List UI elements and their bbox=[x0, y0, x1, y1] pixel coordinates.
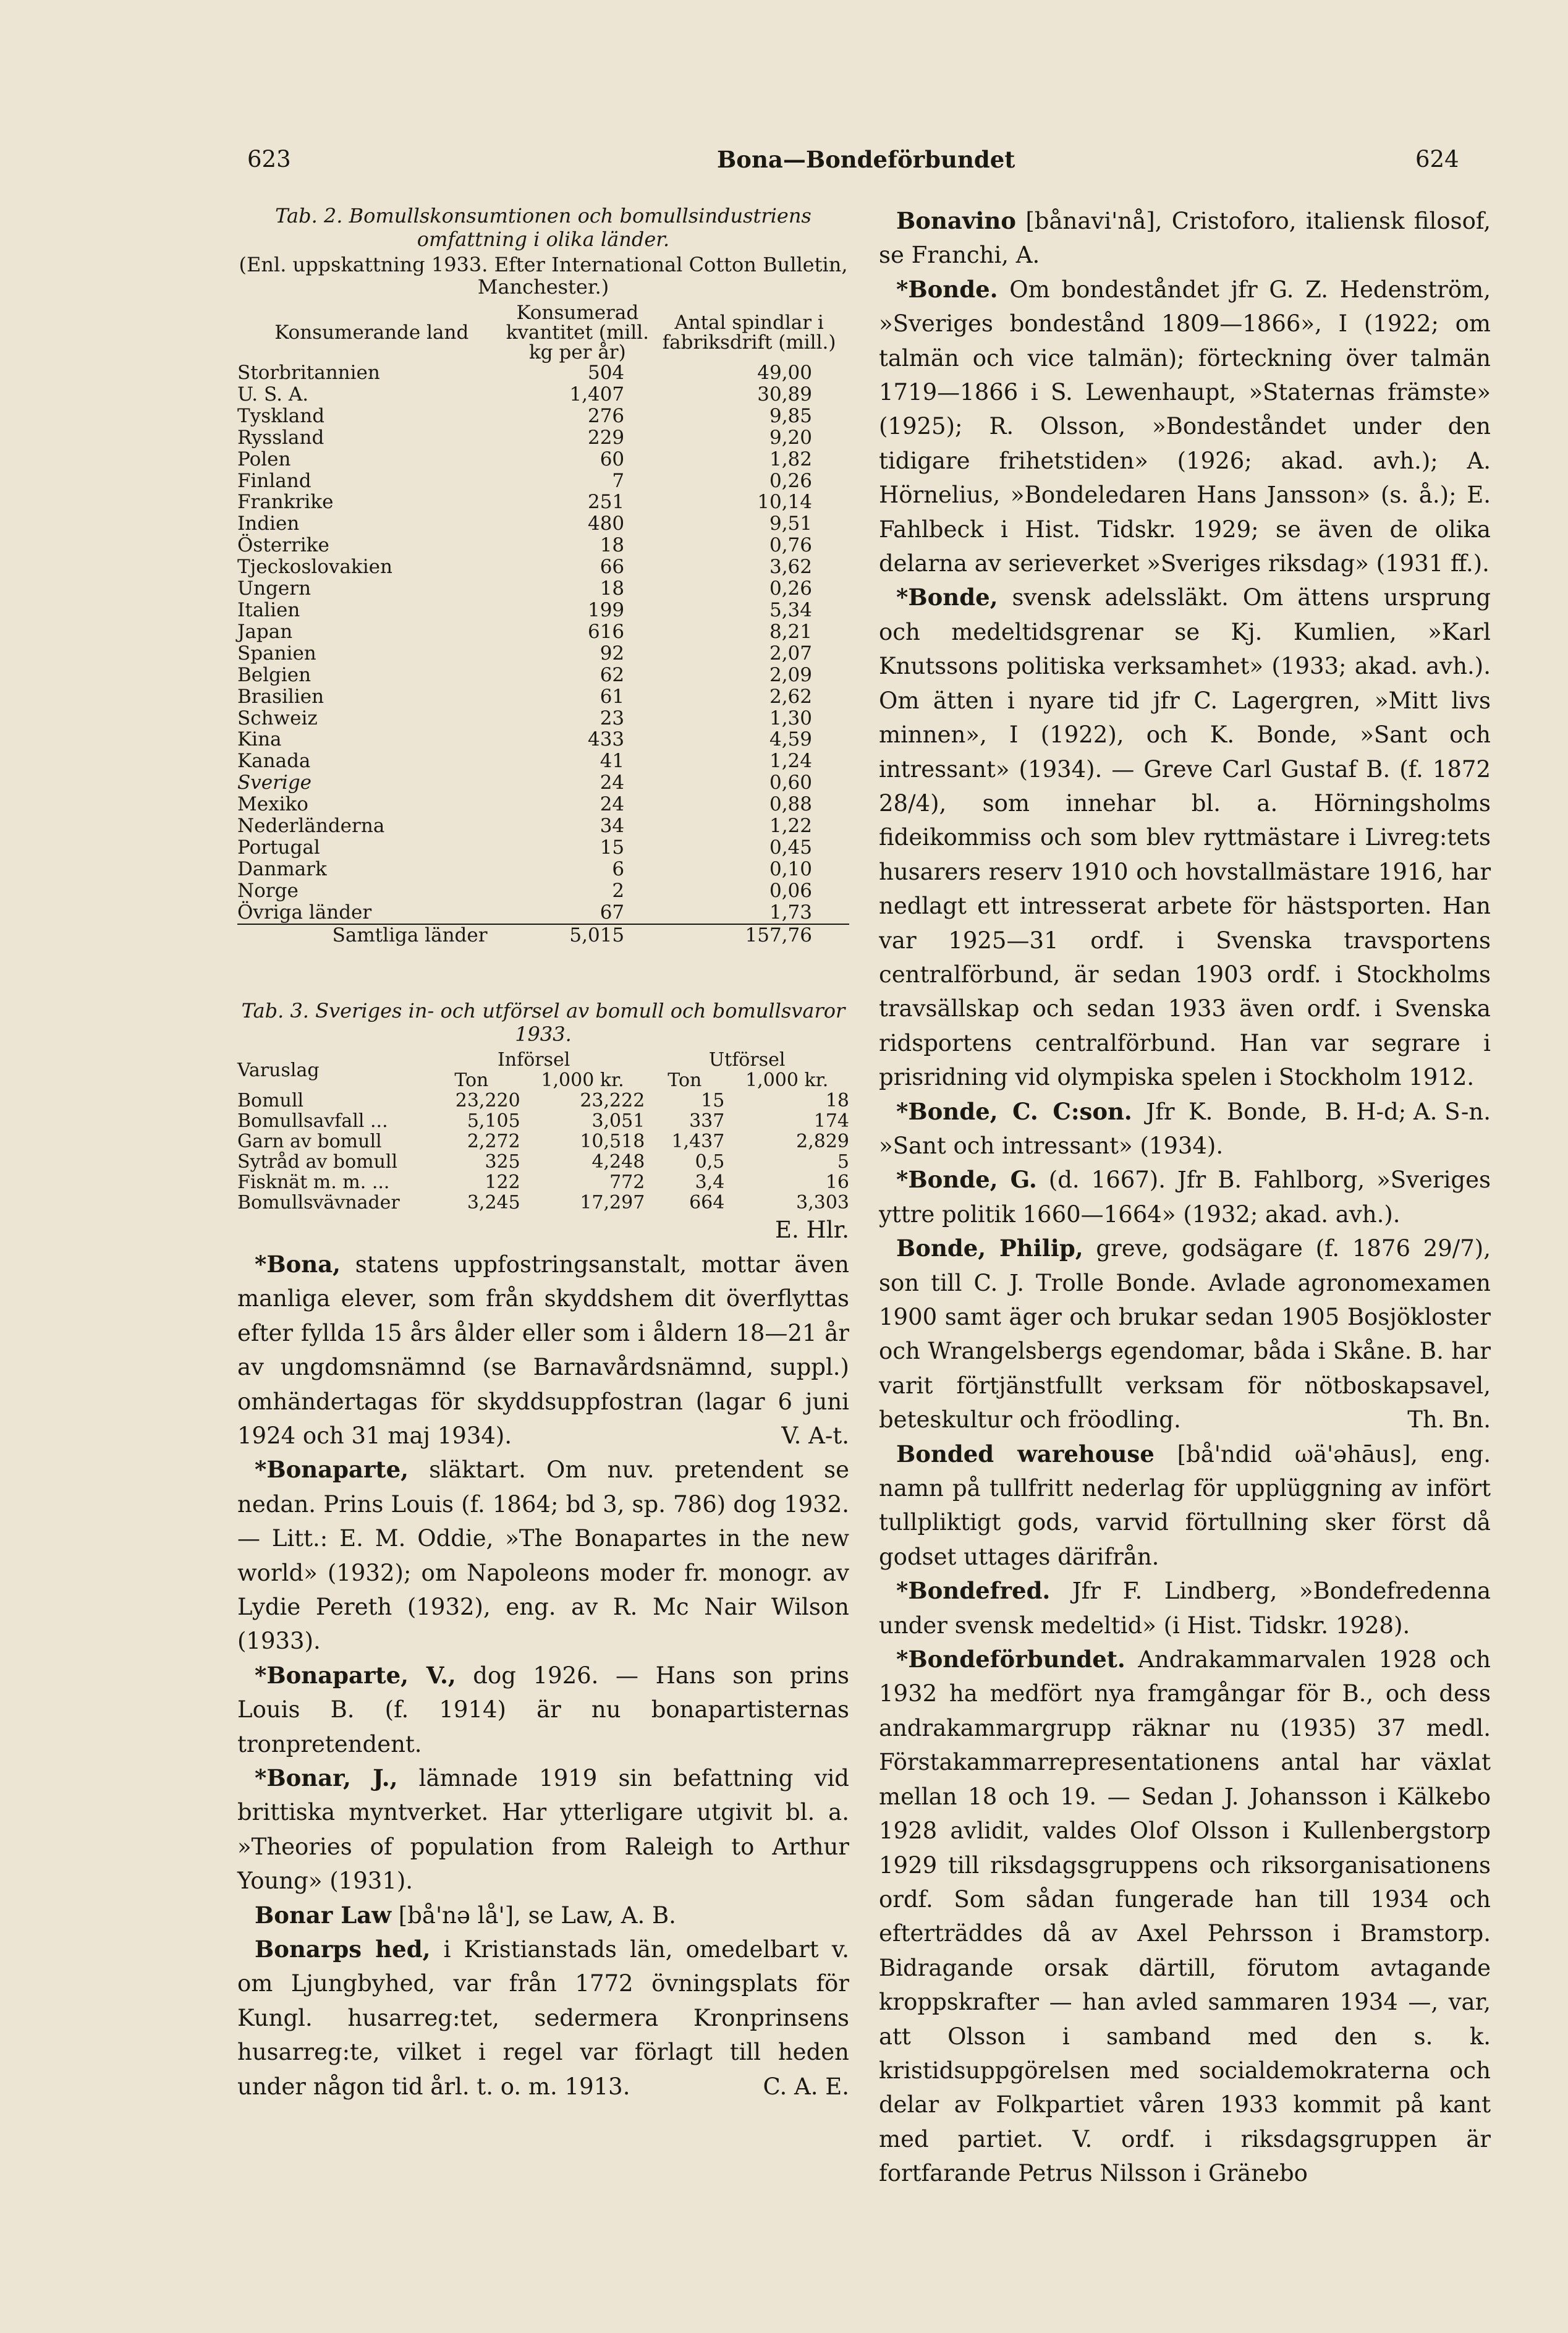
entry-text: dog 1926. — Hans son prins Louis B. (f. 1914) är nu bonapartisternas tronpretendent. bbox=[237, 1662, 849, 1757]
kvantitet-cell: 62 bbox=[600, 663, 625, 686]
entry bbox=[879, 1437, 1491, 1574]
value-cell: 3,4 bbox=[695, 1171, 725, 1194]
entry-text: (d. 1667). Jfr B. Fahlborg, »Sveriges yttre politik 1660—1664» (1932; akad. avh.). bbox=[879, 1166, 1491, 1228]
table-row bbox=[237, 1111, 849, 1131]
table-row bbox=[237, 772, 849, 794]
th-land: Konsumerande land bbox=[274, 321, 469, 344]
entry-signature: B. H-d; A. S-n. bbox=[1324, 1098, 1491, 1125]
country-cell: Norge bbox=[237, 879, 299, 902]
page-number-right: 624 bbox=[1415, 146, 1459, 172]
entry bbox=[879, 1231, 1491, 1437]
th-in-kr: 1,000 kr. bbox=[541, 1069, 624, 1092]
th-inforsel: Införsel bbox=[497, 1049, 570, 1071]
table-total-row bbox=[237, 924, 849, 946]
table-row bbox=[237, 686, 849, 708]
country-cell: Tyskland bbox=[237, 404, 325, 427]
spindlar-cell: 9,51 bbox=[769, 512, 812, 535]
kvantitet-cell: 6 bbox=[612, 857, 625, 880]
import-export-table bbox=[237, 1050, 849, 1213]
tab3-caption: Tab. 3. Sveriges in- och utförsel av bomull och bomullsvaror 1933. bbox=[241, 999, 845, 1047]
kvantitet-cell: 34 bbox=[600, 815, 625, 838]
kvantitet-cell: 616 bbox=[587, 620, 625, 643]
entry bbox=[237, 1898, 849, 1932]
table-row bbox=[237, 729, 849, 750]
left-entries bbox=[237, 1247, 849, 2104]
entry-text: Andrakammarvalen 1928 och 1932 ha medfört nya framgångar för B., och dess andrakammargrupp räknar nu (1935) 37 medl. Förstakammarrepresentationens antal har växlat mellan 18 och 19. — Sedan J. Johansson i Kälkebo 1928 avlidit, valdes Olof Olsson i Kullenbergstorp 1929 till riksdagsgruppens och riksorganisationens ordf. Som sådan fungerade han till 1934 och efterträddes då av Axel Pehrsson i Bramstorp. Bidragande orsak därtill, förutom avtagande kroppskrafter — han avled sammaren 1934 —, var, att Olsson i samband med den s. k. kristidsuppgörelsen med socialdemokraterna och delar av Folkpartiet våren 1933 kommit på kant med partiet. V. ordf. i riksdagsgruppen är fortfarande Petrus Nilsson i Gränebo bbox=[879, 1646, 1491, 2187]
country-cell: Spanien bbox=[237, 642, 316, 665]
entry bbox=[237, 1659, 849, 1761]
kvantitet-cell: 41 bbox=[600, 750, 625, 773]
value-cell: 4,248 bbox=[591, 1151, 645, 1173]
table-row bbox=[237, 643, 849, 665]
total-spindlar: 157,76 bbox=[649, 924, 849, 946]
tab3-signature: E. Hlr. bbox=[774, 1217, 849, 1244]
country-cell: U. S. A. bbox=[237, 383, 309, 406]
country-cell: Italien bbox=[237, 598, 300, 621]
table-row bbox=[237, 794, 849, 815]
cotton-consumption-table bbox=[237, 303, 849, 946]
entry-text: [bånavi'nå], Cristoforo, italiensk filosof, se Franchi, A. bbox=[879, 208, 1491, 269]
entry bbox=[879, 273, 1491, 581]
varuslag-cell: Garn av bomull bbox=[237, 1131, 382, 1153]
spindlar-cell: 4,59 bbox=[769, 728, 812, 751]
value-cell: 325 bbox=[485, 1151, 520, 1173]
table-row bbox=[237, 708, 849, 729]
value-cell: 174 bbox=[813, 1110, 849, 1133]
entry-text: Om bondeståndet jfr G. Z. Hedenström, »Sveriges bondestånd 1809—1866», I (1922; om talmän och vice talmän); förteckning över talmän 1719—1866 i S. Lewenhaupt, »Staternas främste» (1925); R. Olsson, »Bondeståndet under den tidigare frihetstiden» (1926; akad. avh.); A. Hörnelius, »Bondeledaren Hans Jansson» (s. å.); E. Fahlbeck i Hist. Tidskr. 1929; se även de olika delarna av serieverket »Sveriges riksdag» (1931 ff.). bbox=[879, 276, 1491, 577]
country-cell: Brasilien bbox=[237, 685, 324, 708]
spindlar-cell: 49,00 bbox=[757, 362, 812, 384]
table-row bbox=[237, 750, 849, 772]
spindlar-cell: 2,07 bbox=[769, 642, 812, 665]
tab2-body bbox=[237, 362, 849, 924]
table-row bbox=[237, 449, 849, 470]
total-kvantitet: 5,015 bbox=[506, 924, 650, 946]
spindlar-cell: 1,73 bbox=[769, 901, 812, 924]
table-row bbox=[237, 470, 849, 492]
tab2-caption: Tab. 2. Bomullskonsumtionen och bomullsindustriens omfattning i olika länder. bbox=[275, 204, 812, 251]
entry bbox=[879, 204, 1491, 273]
spindlar-cell: 30,89 bbox=[757, 383, 812, 406]
table-row bbox=[237, 427, 849, 449]
varuslag-cell: Sytråd av bomull bbox=[237, 1151, 398, 1173]
entry-text: [bå'ndid ωä'əhāus], eng. namn på tullfritt nederlag för upplüggning av infört tullpliktigt gods, varvid förtullning sker först då godset uttages därifrån. bbox=[879, 1440, 1491, 1570]
spindlar-cell: 0,06 bbox=[769, 879, 812, 902]
table-row bbox=[237, 902, 849, 924]
country-cell: Nederländerna bbox=[237, 815, 385, 838]
country-cell: Sverige bbox=[237, 771, 312, 794]
value-cell: 772 bbox=[609, 1171, 645, 1194]
entry-text: släktart. Om nuv. pretendent se nedan. Prins Louis (f. 1864; bd 3, sp. 786) dog 1932. — Litt.: E. M. Oddie, »The Bonapartes in the new world» (1932); om Napoleons moder fr. monogr. av Lydie Pereth (1932), eng. av R. Mc Nair Wilson (1933). bbox=[237, 1456, 849, 1655]
table-row bbox=[237, 384, 849, 406]
entry-head: *Bona, bbox=[255, 1250, 341, 1278]
country-cell: Övriga länder bbox=[237, 901, 372, 924]
left-column bbox=[237, 204, 849, 2104]
kvantitet-cell: 199 bbox=[587, 598, 625, 621]
value-cell: 664 bbox=[689, 1192, 725, 1214]
value-cell: 17,297 bbox=[580, 1192, 645, 1214]
kvantitet-cell: 2 bbox=[612, 879, 625, 902]
entry-text: svensk adelssläkt. Om ättens ursprung och medeltidsgrenar se Kj. Kumlien, »Karl Knutssons politiska verksamhet» (1933; akad. avh.). Om ätten i nyare tid jfr C. Lagergren, »Mitt livs minnen», I (1922), och K. Bonde, »Sant och intressant» (1934). — Greve Carl Gustaf B. (f. 1872 28/4), som innehar bl. a. Hörningsholms fideikommiss och som blev ryttmästare i Livreg:tets husarers reserv 1910 och hovstallmästare 1916, har nedlagt ett intresserat arbete för hästsporten. Han var 1925—31 ordf. i Svenska travsportens centralförbund, är sedan 1903 ordf. i Stockholms travsällskap och sedan 1933 även ordf. i Svenska ridsportens centralförbund. Han var segrare i prisridning vid olympiska spelen i Stockholm 1912. bbox=[879, 584, 1491, 1091]
country-cell: Mexiko bbox=[237, 793, 308, 816]
entry bbox=[879, 1642, 1491, 2191]
spindlar-cell: 10,14 bbox=[757, 491, 812, 514]
spindlar-cell: 0,26 bbox=[769, 469, 812, 492]
table-row bbox=[237, 1172, 849, 1192]
entry-head: Bonarps hed, bbox=[255, 1936, 431, 1963]
kvantitet-cell: 18 bbox=[600, 534, 625, 557]
country-cell: Portugal bbox=[237, 836, 320, 859]
th-spindlar: Antal spindlar i fabriksdrift (mill.) bbox=[662, 312, 836, 354]
table-row bbox=[237, 837, 849, 859]
value-cell: 122 bbox=[485, 1171, 520, 1194]
table-row bbox=[237, 600, 849, 621]
value-cell: 16 bbox=[825, 1171, 849, 1194]
kvantitet-cell: 23 bbox=[600, 707, 625, 729]
table-row bbox=[237, 535, 849, 556]
spindlar-cell: 1,82 bbox=[769, 448, 812, 470]
table-row bbox=[237, 1192, 849, 1213]
country-cell: Tjeckoslovakien bbox=[237, 556, 392, 579]
table-row bbox=[237, 859, 849, 880]
table-row bbox=[237, 815, 849, 837]
spindlar-cell: 0,10 bbox=[769, 857, 812, 880]
country-cell: Kina bbox=[237, 728, 282, 751]
entry-head: *Bonde, G. bbox=[896, 1166, 1037, 1194]
entry-head: *Bonde, bbox=[896, 584, 998, 611]
value-cell: 1,437 bbox=[671, 1131, 725, 1153]
th-ut-ton: Ton bbox=[667, 1069, 702, 1092]
varuslag-cell: Bomullsvävnader bbox=[237, 1192, 400, 1214]
tab2-note: (Enl. uppskattning 1933. Efter International Cotton Bulletin, Manchester.) bbox=[239, 253, 848, 299]
th-utforsel: Utförsel bbox=[708, 1049, 786, 1071]
country-cell: Polen bbox=[237, 448, 291, 470]
table-row bbox=[237, 1090, 849, 1111]
table-row bbox=[237, 1131, 849, 1152]
entry bbox=[237, 1761, 849, 1898]
value-cell: 3,245 bbox=[467, 1192, 520, 1214]
entry bbox=[879, 1163, 1491, 1231]
value-cell: 3,051 bbox=[591, 1110, 645, 1133]
entry-head: *Bonde. bbox=[896, 275, 998, 303]
spindlar-cell: 0,26 bbox=[769, 577, 812, 600]
value-cell: 23,220 bbox=[455, 1090, 520, 1112]
kvantitet-cell: 18 bbox=[600, 577, 625, 600]
entry-signature: Th. Bn. bbox=[1407, 1406, 1491, 1434]
kvantitet-cell: 60 bbox=[600, 448, 625, 470]
kvantitet-cell: 24 bbox=[600, 793, 625, 816]
table-row bbox=[237, 556, 849, 578]
spindlar-cell: 0,60 bbox=[769, 771, 812, 794]
kvantitet-cell: 251 bbox=[587, 491, 625, 514]
country-cell: Indien bbox=[237, 512, 300, 535]
country-cell: Ungern bbox=[237, 577, 311, 600]
kvantitet-cell: 1,407 bbox=[569, 383, 625, 406]
table-row bbox=[237, 578, 849, 600]
entry-signature: C. A. E. bbox=[763, 2073, 849, 2100]
country-cell: Kanada bbox=[237, 750, 311, 773]
entry bbox=[879, 1574, 1491, 1642]
total-label: Samtliga länder bbox=[237, 924, 506, 946]
entry-head: *Bondefred. bbox=[896, 1577, 1051, 1605]
kvantitet-cell: 61 bbox=[600, 685, 625, 708]
kvantitet-cell: 15 bbox=[600, 836, 625, 859]
table-row bbox=[237, 491, 849, 513]
table-row bbox=[237, 513, 849, 535]
table-row bbox=[237, 880, 849, 902]
entry-head: *Bondeförbundet. bbox=[896, 1646, 1125, 1673]
spindlar-cell: 1,24 bbox=[769, 750, 812, 773]
country-cell: Danmark bbox=[237, 857, 327, 880]
kvantitet-cell: 24 bbox=[600, 771, 625, 794]
entry bbox=[237, 1453, 849, 1658]
kvantitet-cell: 7 bbox=[612, 469, 625, 492]
spindlar-cell: 9,20 bbox=[769, 426, 812, 449]
value-cell: 10,518 bbox=[580, 1131, 645, 1153]
table-row bbox=[237, 1152, 849, 1172]
entry-head: Bonavino bbox=[896, 207, 1016, 234]
value-cell: 18 bbox=[825, 1090, 849, 1112]
varuslag-cell: Bomullsavfall ... bbox=[237, 1110, 388, 1133]
value-cell: 5 bbox=[837, 1151, 849, 1173]
value-cell: 337 bbox=[689, 1110, 725, 1133]
kvantitet-cell: 92 bbox=[600, 642, 625, 665]
spindlar-cell: 0,76 bbox=[769, 534, 812, 557]
entry-text: Jfr K. Bonde, »Sant och intressant» (1934). bbox=[879, 1098, 1308, 1159]
spindlar-cell: 5,34 bbox=[769, 598, 812, 621]
kvantitet-cell: 229 bbox=[587, 426, 625, 449]
country-cell: Belgien bbox=[237, 663, 311, 686]
kvantitet-cell: 66 bbox=[600, 556, 625, 579]
entry-head: *Bonaparte, bbox=[255, 1456, 409, 1484]
entry-text: i Kristianstads län, omedelbart v. om Ljungbyhed, var från 1772 övningsplats för Kungl. husarreg:tet, sedermera Kronprinsens husarreg:te, vilket i regel var förlagt till heden under någon tid årl. t. o. m. 1913. bbox=[237, 1936, 849, 2100]
spindlar-cell: 1,22 bbox=[769, 815, 812, 838]
spindlar-cell: 8,21 bbox=[769, 620, 812, 643]
th-varuslag: Varuslag bbox=[237, 1059, 320, 1081]
spindlar-cell: 0,45 bbox=[769, 836, 812, 859]
value-cell: 15 bbox=[701, 1090, 725, 1112]
country-cell: Schweiz bbox=[237, 707, 318, 729]
table-row bbox=[237, 621, 849, 643]
th-kvantitet: Konsumerad kvantitet (mill. kg per år) bbox=[506, 302, 650, 363]
value-cell: 23,222 bbox=[580, 1090, 645, 1112]
entry-head: Bonded warehouse bbox=[896, 1440, 1155, 1468]
value-cell: 2,272 bbox=[467, 1131, 520, 1153]
entry-text: statens uppfostringsanstalt, mottar även manliga elever, som från skyddshem dit överflyttas efter fyllda 15 års ålder eller som i åldern 18—21 år av ungdomsnämnd (se Barnavårdsnämnd, suppl.) omhändertagas för skyddsuppfostran (lagar 6 juni 1924 och 31 maj 1934). bbox=[237, 1251, 849, 1449]
right-column bbox=[879, 204, 1491, 2191]
spindlar-cell: 2,62 bbox=[769, 685, 812, 708]
entry-signature: V. A-t. bbox=[781, 1422, 849, 1449]
page-number-left: 623 bbox=[247, 146, 291, 172]
spindlar-cell: 0,88 bbox=[769, 793, 812, 816]
spindlar-cell: 2,09 bbox=[769, 663, 812, 686]
kvantitet-cell: 480 bbox=[587, 512, 625, 535]
table-row bbox=[237, 665, 849, 686]
th-in-ton: Ton bbox=[454, 1069, 489, 1092]
entry-head: Bonar Law bbox=[255, 1901, 392, 1929]
spindlar-cell: 3,62 bbox=[769, 556, 812, 579]
entry-text: greve, godsägare (f. 1876 29/7), son till C. J. Trolle Bonde. Avlade agronomexamen 1900 samt äger och brukar sedan 1905 Bosjökloster och Wrangelsbergs egendomar, båda i Skåne. B. har varit förtjänstfullt verksam för nötboskapsavel, beteskultur och fröodling. bbox=[879, 1235, 1491, 1434]
country-cell: Japan bbox=[237, 620, 293, 643]
value-cell: 5,105 bbox=[467, 1110, 520, 1133]
kvantitet-cell: 67 bbox=[600, 901, 625, 924]
th-ut-kr: 1,000 kr. bbox=[745, 1069, 829, 1092]
varuslag-cell: Fisknät m. m. ... bbox=[237, 1171, 390, 1194]
spindlar-cell: 1,30 bbox=[769, 707, 812, 729]
entry-text: Jfr F. Lindberg, »Bondefredenna under svensk medeltid» (i Hist. Tidskr. 1928). bbox=[879, 1578, 1491, 1639]
entry-text: [bå'nə lå'], se Law, A. B. bbox=[391, 1902, 676, 1929]
country-cell: Storbritannien bbox=[237, 362, 380, 384]
entry-head: *Bonde, C. C:son. bbox=[896, 1097, 1132, 1125]
value-cell: 3,303 bbox=[796, 1192, 849, 1214]
value-cell: 0,5 bbox=[695, 1151, 725, 1173]
entry-text: lämnade 1919 sin befattning vid brittiska myntverket. Har ytterligare utgivit bl. a. »Theories of population from Raleigh to Arthur Young» (1931). bbox=[237, 1764, 849, 1895]
kvantitet-cell: 276 bbox=[587, 404, 625, 427]
country-cell: Österrike bbox=[237, 534, 329, 557]
kvantitet-cell: 433 bbox=[587, 728, 625, 751]
running-head: Bona—Bondeförbundet bbox=[717, 146, 1015, 173]
tab3-body bbox=[237, 1090, 849, 1213]
country-cell: Ryssland bbox=[237, 426, 324, 449]
table-row bbox=[237, 406, 849, 427]
country-cell: Frankrike bbox=[237, 491, 334, 514]
table-row bbox=[237, 362, 849, 384]
entry bbox=[237, 1247, 849, 1453]
entry-head: *Bonar, J., bbox=[255, 1764, 398, 1791]
spindlar-cell: 9,85 bbox=[769, 404, 812, 427]
varuslag-cell: Bomull bbox=[237, 1090, 304, 1112]
value-cell: 2,829 bbox=[796, 1131, 849, 1153]
country-cell: Finland bbox=[237, 469, 311, 492]
kvantitet-cell: 504 bbox=[587, 362, 625, 384]
entry-head: *Bonaparte, V., bbox=[255, 1661, 456, 1689]
entry-head: Bonde, Philip, bbox=[896, 1234, 1083, 1262]
right-entries bbox=[879, 204, 1491, 2191]
entry bbox=[237, 1932, 849, 2104]
